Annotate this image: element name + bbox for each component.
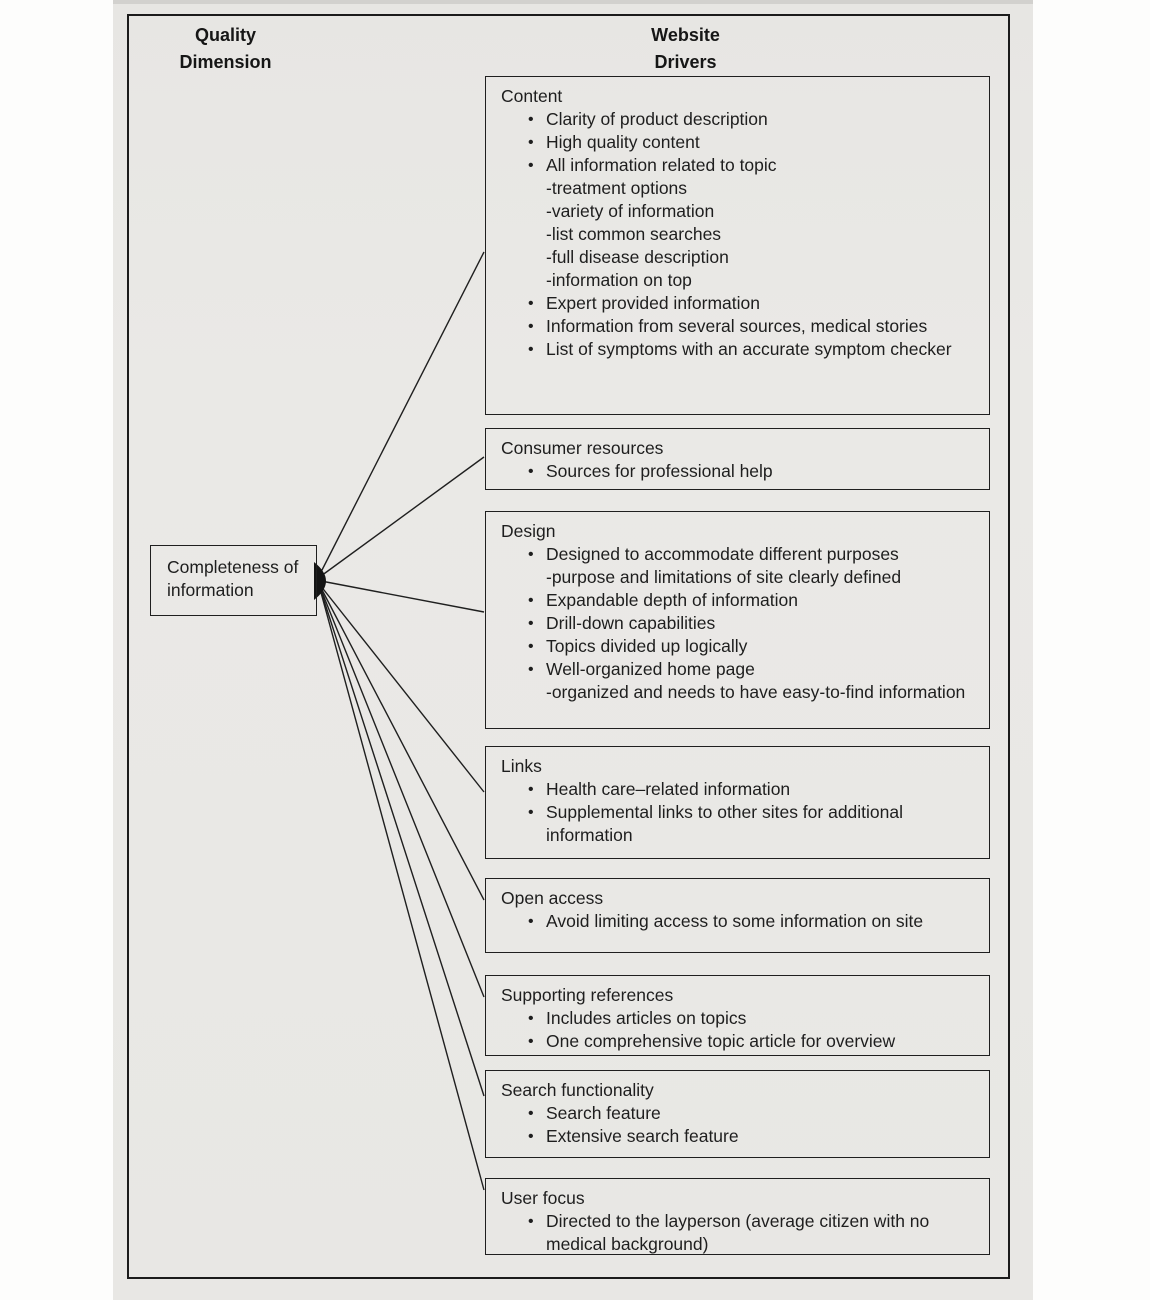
driver-box-design (485, 511, 990, 729)
driver-title: Content (501, 86, 563, 106)
header-line: Drivers (654, 52, 717, 72)
column-header-quality-dimension (148, 22, 303, 76)
driver-item: • Directed to the layperson (average citizen with no medical background) (486, 1210, 978, 1256)
driver-item: • Health care–related information (486, 778, 978, 801)
driver-item: • Drill-down capabilities (486, 612, 978, 635)
driver-title: Links (501, 756, 542, 776)
driver-title: Consumer resources (501, 438, 664, 458)
driver-item: • Expandable depth of information (486, 589, 978, 612)
driver-title: Search functionality (501, 1080, 654, 1100)
driver-item: • High quality content (486, 131, 978, 154)
scan-artifact-line (113, 0, 1033, 4)
driver-box-open-access (485, 878, 990, 953)
driver-title: Supporting references (501, 985, 674, 1005)
driver-item: • Expert provided information (486, 292, 978, 315)
driver-item: • All information related to topic (486, 154, 978, 177)
driver-subitem: -purpose and limitations of site clearly defined (546, 567, 902, 587)
driver-item: • Avoid limiting access to some information on site (486, 910, 978, 933)
driver-item: • List of symptoms with an accurate symptom checker (486, 338, 978, 361)
driver-item: • Extensive search feature (486, 1125, 978, 1148)
driver-item: • Clarity of product description (486, 108, 978, 131)
driver-box-consumer-resources (485, 428, 990, 490)
driver-subitem: -information on top (546, 270, 692, 290)
quality-dimension-box (150, 545, 317, 616)
driver-item: • Topics divided up logically (486, 635, 978, 658)
driver-item: • Sources for professional help (486, 460, 978, 483)
column-header-website-drivers (608, 22, 763, 76)
driver-box-supporting-references (485, 975, 990, 1056)
driver-title: User focus (501, 1188, 585, 1208)
header-line: Quality (194, 25, 256, 45)
driver-item: • Supplemental links to other sites for additional information (486, 801, 978, 847)
driver-item: • Designed to accommodate different purposes (486, 543, 978, 566)
driver-subitem: -variety of information (546, 201, 715, 221)
driver-subitem: -organized and needs to have easy-to-find information (546, 682, 966, 702)
driver-subitem: -treatment options (546, 178, 688, 198)
header-line: Website (651, 25, 720, 45)
driver-box-content (485, 76, 990, 415)
driver-item: • Information from several sources, medical stories (486, 315, 978, 338)
driver-subitem: -full disease description (546, 247, 729, 267)
driver-box-search-functionality (485, 1070, 990, 1158)
driver-title: Open access (501, 888, 604, 908)
driver-box-links (485, 746, 990, 859)
driver-title: Design (501, 521, 556, 541)
driver-box-user-focus (485, 1178, 990, 1255)
quality-dimension-label: Completeness of information (167, 557, 299, 600)
driver-item: • Well-organized home page (486, 658, 978, 681)
driver-item: • One comprehensive topic article for overview (486, 1030, 978, 1053)
header-line: Dimension (179, 52, 272, 72)
driver-item: • Includes articles on topics (486, 1007, 978, 1030)
driver-item: • Search feature (486, 1102, 978, 1125)
driver-subitem: -list common searches (546, 224, 722, 244)
